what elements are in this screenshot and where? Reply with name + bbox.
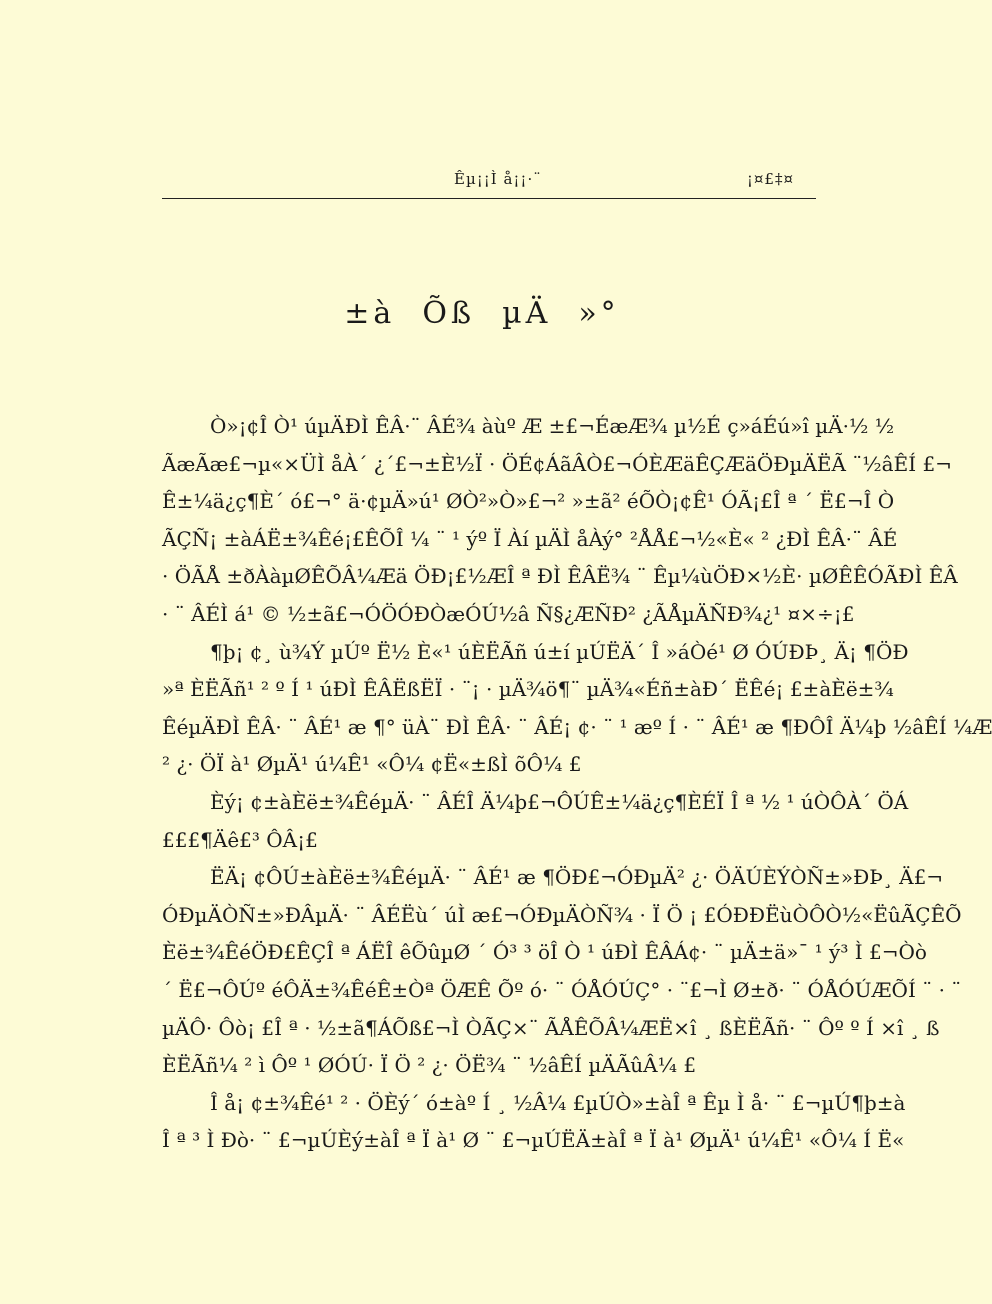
header-page-number: ¡¤£‡¤ [746, 170, 794, 188]
header-bar [162, 168, 816, 200]
paragraph-first-line: Ò»¡¢Î Ò¹ úµÄÐÌ ÊÂ·¨ ÂÉ¾ àùº Æ ±£¬ÉæÆ¾ µ½É ç»áÉú»î µÄ·½ ½ [210, 414, 895, 438]
paragraph-line: ÓÐµÄÒÑ±»ÐÂµÄ· ¨ ÂÉËù´ úÌ æ£¬ÓÐµÄÒÑ¾ · Ï Ö ¡ £ÓÐÐËùÒÔÒ½«ËûÃÇÊÕ [162, 902, 962, 927]
paragraph-line: Ê±¼ä¿ç¶È´ ó£¬° ä·¢µÄ»ú¹ ØÒ²»Ò»£¬² »±ã² éÕÒ¡¢Ê¹ ÓÃ¡£Î ª ´ Ë£¬Î Ò [162, 489, 895, 514]
page-title: ±à Õß µÄ »° [344, 296, 620, 331]
paragraph-line: Î ª ³ Ì Ðò· ¨ £¬µÚÈý±àÎ ª Ï à¹ Ø ¨ £¬µÚËÄ±àÎ ª Ï à¹ ØµÄ¹ ú¼Ê¹ «Ô¼ Í Ë« [162, 1128, 905, 1153]
paragraph-line: ÃæÃæ£¬µ«×ÜÌ åÀ´ ¿´£¬±È½Ï · ÖÉ¢ÁãÂÒ£¬ÓÈÆäÊÇÆäÖÐµÄËÃ ¨½âÊÍ £¬ [162, 451, 952, 476]
paragraph-line: Èë±¾ÊéÖÐ£ÊÇÎ ª ÁËÎ êÕûµØ ´ Ó³ ³ öÎ Ò ¹ úÐÌ ÊÂÁ¢· ¨ µÄ±ä»¯ ¹ ý³ Ì £¬Òò [162, 940, 927, 965]
paragraph-first-line: Î å¡ ¢±¾Êé¹ ² · ÖÈý´ ó±àº Í ¸ ½Â¼ £µÚÒ»±àÎ ª Êµ Ì å· ¨ £¬µÚ¶þ±à [210, 1090, 906, 1115]
paragraph-line: ² ¿· ÖÏ à¹ ØµÄ¹ ú¼Ê¹ «Ô¼ ¢Ë«±ßÌ õÔ¼ £ [162, 752, 582, 777]
paragraph-line: ÈËÃñ¼ ² ì Ôº ¹ ØÓÚ· Ï Ö ² ¿· ÖË¾ ¨ ½âÊÍ µÄÃûÂ¼ £ [162, 1053, 697, 1078]
paragraph-line: µÄÔ· Ôò¡ £Î ª · ½±ã¶ÁÕß£¬Ì ÒÃÇ×¨ ÃÅÊÕÂ¼ÆË×î ¸ ßÈËÃñ· ¨ Ôº º Í ×î ¸ ß [162, 1015, 940, 1040]
paragraph-line: ÊéµÄÐÌ ÊÂ· ¨ ÂÉ¹ æ ¶° üÀ¨ ÐÌ ÊÂ· ¨ ÂÉ¡ ¢· ¨ ¹ æº Í · ¨ ÂÉ¹ æ ¶ÐÔÎ Ä¼þ ½âÊÍ ¼Æ [162, 714, 992, 739]
paragraph-line: · ¨ ÂÉÌ á¹ © ½±ã£¬ÓÖÓÐÒæÓÚ½â Ñ§¿ÆÑÐ² ¿ÃÅµÄÑÐ¾¿¹ ¤×÷¡£ [162, 601, 855, 626]
paragraph-line: £££¶Äê£³ ÔÂ¡£ [162, 827, 318, 852]
paragraph-line: ´ Ë£¬ÔÚº éÔÄ±¾ÊéÊ±Òª ÖÆÊ Õº ó· ¨ ÓÅÓÚÇ° · ¨£¬Ì Ø±ð· ¨ ÓÅÓÚÆÕÍ ¨ · ¨ [162, 977, 962, 1002]
paragraph-line: »ª ÈËÃñ¹ ² º Í ¹ úÐÌ ÊÂËßËÏ · ¨¡ · µÄ¾ö¶¨ µÄ¾«Éñ±àÐ´ ËÊé¡ £±àÈë±¾ [162, 677, 894, 702]
paragraph-line: · ÖÃÅ ±ðÀàµØÊÕÂ¼Æä ÖÐ¡£½ÆÎ ª ÐÌ ÊÂË¾ ¨ Êµ¼ùÖÐ×½È· µØÊÊÓÃÐÌ ÊÂ [162, 564, 958, 589]
paragraph-first-line: ËÄ¡ ¢ÔÚ±àÈë±¾ÊéµÄ· ¨ ÂÉ¹ æ ¶ÖÐ£¬ÓÐµÄ² ¿· ÖÄÚÈÝÒÑ±»ÐÞ¸ Ä£¬ [210, 865, 944, 890]
header-section-title: Êµ¡¡Ì å¡¡·¨ [454, 170, 542, 188]
paragraph-first-line: ¶þ¡ ¢¸ ù¾Ý µÚº Ë½ È«¹ úÈËÃñ ú±í µÚËÄ´ Î »áÒé¹ Ø ÓÚÐÞ¸ Ä¡ ¶ÖÐ [210, 639, 909, 664]
paragraph-line: ÃÇÑ¡ ±àÁË±¾Êé¡£ÊÕÎ ¼ ¨ ¹ ýº Ï Àí µÄÌ åÀý° ²ÅÅ£¬½«È« ² ¿ÐÌ ÊÂ·¨ ÂÉ [162, 526, 898, 551]
paragraph-first-line: Èý¡ ¢±àÈë±¾ÊéµÄ· ¨ ÂÉÎ Ä¼þ£¬ÔÚÊ±¼ä¿ç¶ÈÉÏ Î ª ½ ¹ úÒÔÀ´ ÖÁ [210, 789, 909, 814]
body-text [162, 408, 992, 1160]
header-rule [162, 198, 816, 199]
